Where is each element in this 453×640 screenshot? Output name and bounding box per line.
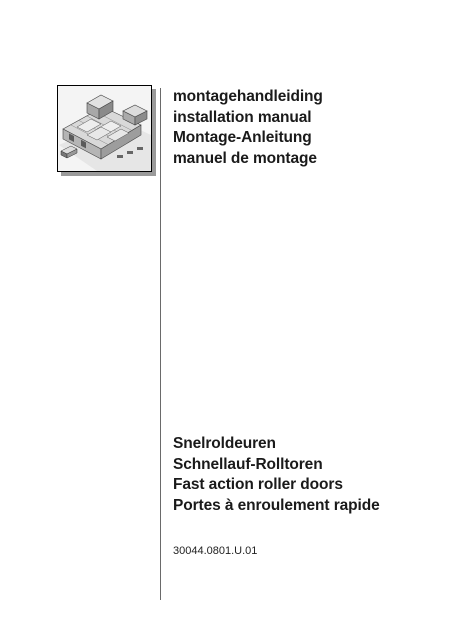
product-name-english: Fast action roller doors [173, 476, 343, 493]
product-name-dutch: Snelroldeuren [173, 435, 276, 452]
product-name-block [173, 434, 443, 516]
product-name-german: Schnellauf-Rolltoren [173, 455, 323, 473]
title-english: installation manual [173, 108, 312, 126]
document-number: 30044.0801.U.01 [173, 545, 258, 557]
title-french: manuel de montage [173, 149, 317, 167]
vertical-divider [160, 88, 161, 600]
product-name-french: Portes à enroulement rapide [173, 496, 380, 514]
factory-building-icon [57, 85, 157, 177]
manual-title-block [173, 87, 443, 169]
title-dutch: montagehandleiding [173, 88, 323, 105]
title-german: Montage-Anleitung [173, 129, 312, 146]
